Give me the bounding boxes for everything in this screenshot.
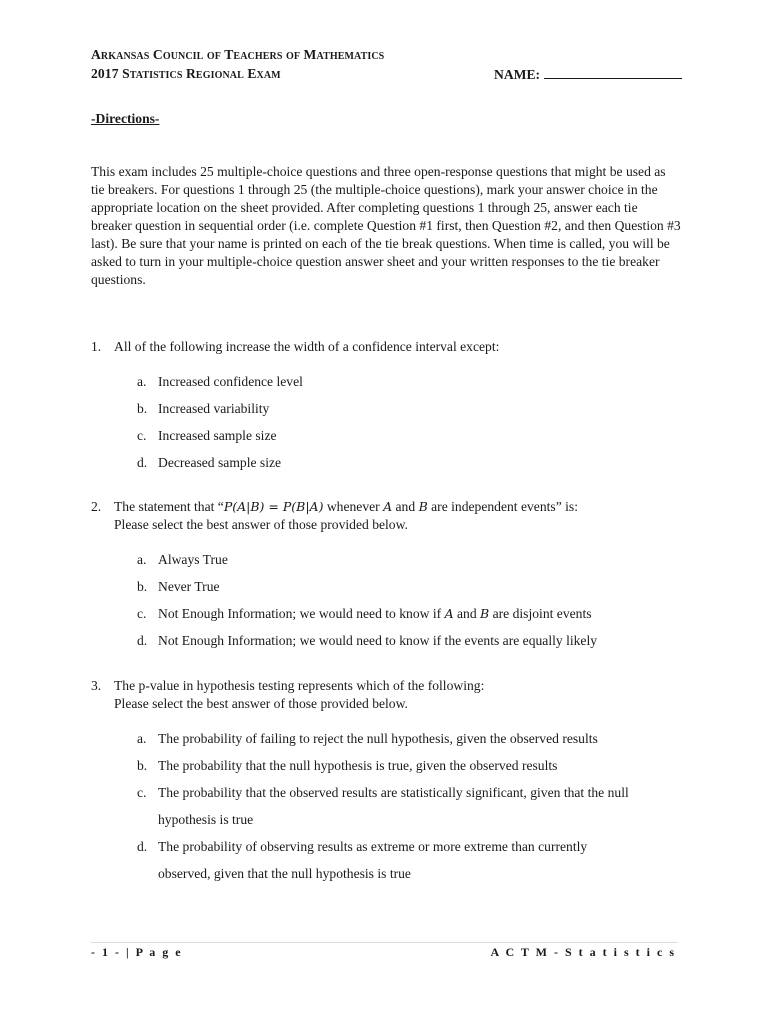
option-1a (137, 368, 677, 395)
option-label: b. (137, 579, 148, 594)
footer-divider (91, 942, 678, 943)
option-1b (137, 395, 677, 422)
option-label: a. (137, 374, 147, 389)
option-3b (137, 752, 677, 779)
math-variable: A (444, 606, 454, 621)
question-text-part: whenever (323, 499, 384, 514)
option-label: a. (137, 552, 147, 567)
question-text-part: are independent events” is: (427, 499, 578, 514)
exam-title: 2017 Statistics Regional Exam (91, 66, 281, 81)
option-label: c. (137, 606, 147, 621)
question-number: 2. (91, 499, 102, 514)
math-expression: P(A|B) = P(B|A) (223, 499, 324, 514)
page-number: - 1 - | P a g e (91, 945, 183, 959)
math-variable: B (418, 499, 428, 514)
option-text: Increased confidence level (158, 374, 303, 389)
option-text-part: and (453, 606, 481, 621)
footer-title: A C T M - S t a t i s t i c s (490, 945, 676, 959)
question-text-part: The statement that “ (114, 499, 224, 514)
option-2b (137, 573, 677, 600)
question-3 (91, 677, 691, 713)
option-label: d. (137, 455, 148, 470)
option-text: Never True (158, 579, 220, 594)
name-field (494, 66, 682, 83)
option-text-part: are disjoint events (489, 606, 592, 621)
option-label: b. (137, 758, 148, 773)
option-label: b. (137, 401, 148, 416)
option-text: Increased sample size (158, 428, 277, 443)
option-text: The probability of failing to reject the null hypothesis, given the observed results (158, 731, 598, 746)
question-2 (91, 498, 691, 534)
option-text-part: Not Enough Information; we would need to know if (158, 606, 445, 621)
option-3c (137, 779, 637, 833)
option-text: Decreased sample size (158, 455, 282, 470)
option-text: Always True (158, 552, 228, 567)
option-2a (137, 546, 677, 573)
directions-text: This exam includes 25 multiple-choice questions and three open-response questions that might be used as tie breakers. For questions 1 through 25 (the multiple-choice questions), mark your answer choice in the appropriate location on the sheet provided. After completing questions 1 through 25, answer each tie breaker question in sequential order (i.e. complete Question #1 first, then Question #2, and then Question #3 last). Be sure that your name is printed on each of the tie break questions. When time is called, you will be asked to turn in your multiple-choice question answer sheet and your written responses to the tie breaker questions. (91, 164, 681, 287)
option-label: c. (137, 785, 147, 800)
option-label: d. (137, 633, 148, 648)
option-text (158, 600, 677, 627)
question-text: The p-value in hypothesis testing represents which of the following: (114, 678, 485, 693)
option-text: Increased variability (158, 401, 270, 416)
question-1 (91, 338, 691, 356)
option-label: a. (137, 731, 147, 746)
option-3a (137, 725, 677, 752)
option-3d (137, 833, 637, 887)
question-number: 3. (91, 678, 102, 693)
option-label: d. (137, 839, 148, 854)
directions-title: -Directions- (91, 111, 160, 126)
name-label: NAME: (494, 67, 541, 82)
option-2c (137, 600, 677, 627)
math-variable: A (383, 499, 393, 514)
option-text: The probability that the observed results are statistically significant, given that the null hypothesis is true (158, 785, 629, 827)
option-1d (137, 449, 677, 476)
question-text (114, 498, 691, 516)
math-variable: B (480, 606, 490, 621)
name-blank-line (544, 66, 682, 79)
option-1c (137, 422, 677, 449)
option-text: Not Enough Information; we would need to know if the events are equally likely (158, 633, 598, 648)
option-2d (137, 627, 677, 654)
option-text: The probability that the null hypothesis is true, given the observed results (158, 758, 558, 773)
org-title: Arkansas Council of Teachers of Mathematics (91, 47, 385, 62)
question-number: 1. (91, 339, 102, 354)
question-subtext: Please select the best answer of those provided below. (114, 517, 408, 532)
option-text: The probability of observing results as extreme or more extreme than currently observed, given that the null hypothesis is true (158, 839, 588, 881)
question-text-part: and (392, 499, 419, 514)
question-subtext: Please select the best answer of those provided below. (114, 696, 408, 711)
question-text: All of the following increase the width of a confidence interval except: (114, 339, 500, 354)
option-label: c. (137, 428, 147, 443)
